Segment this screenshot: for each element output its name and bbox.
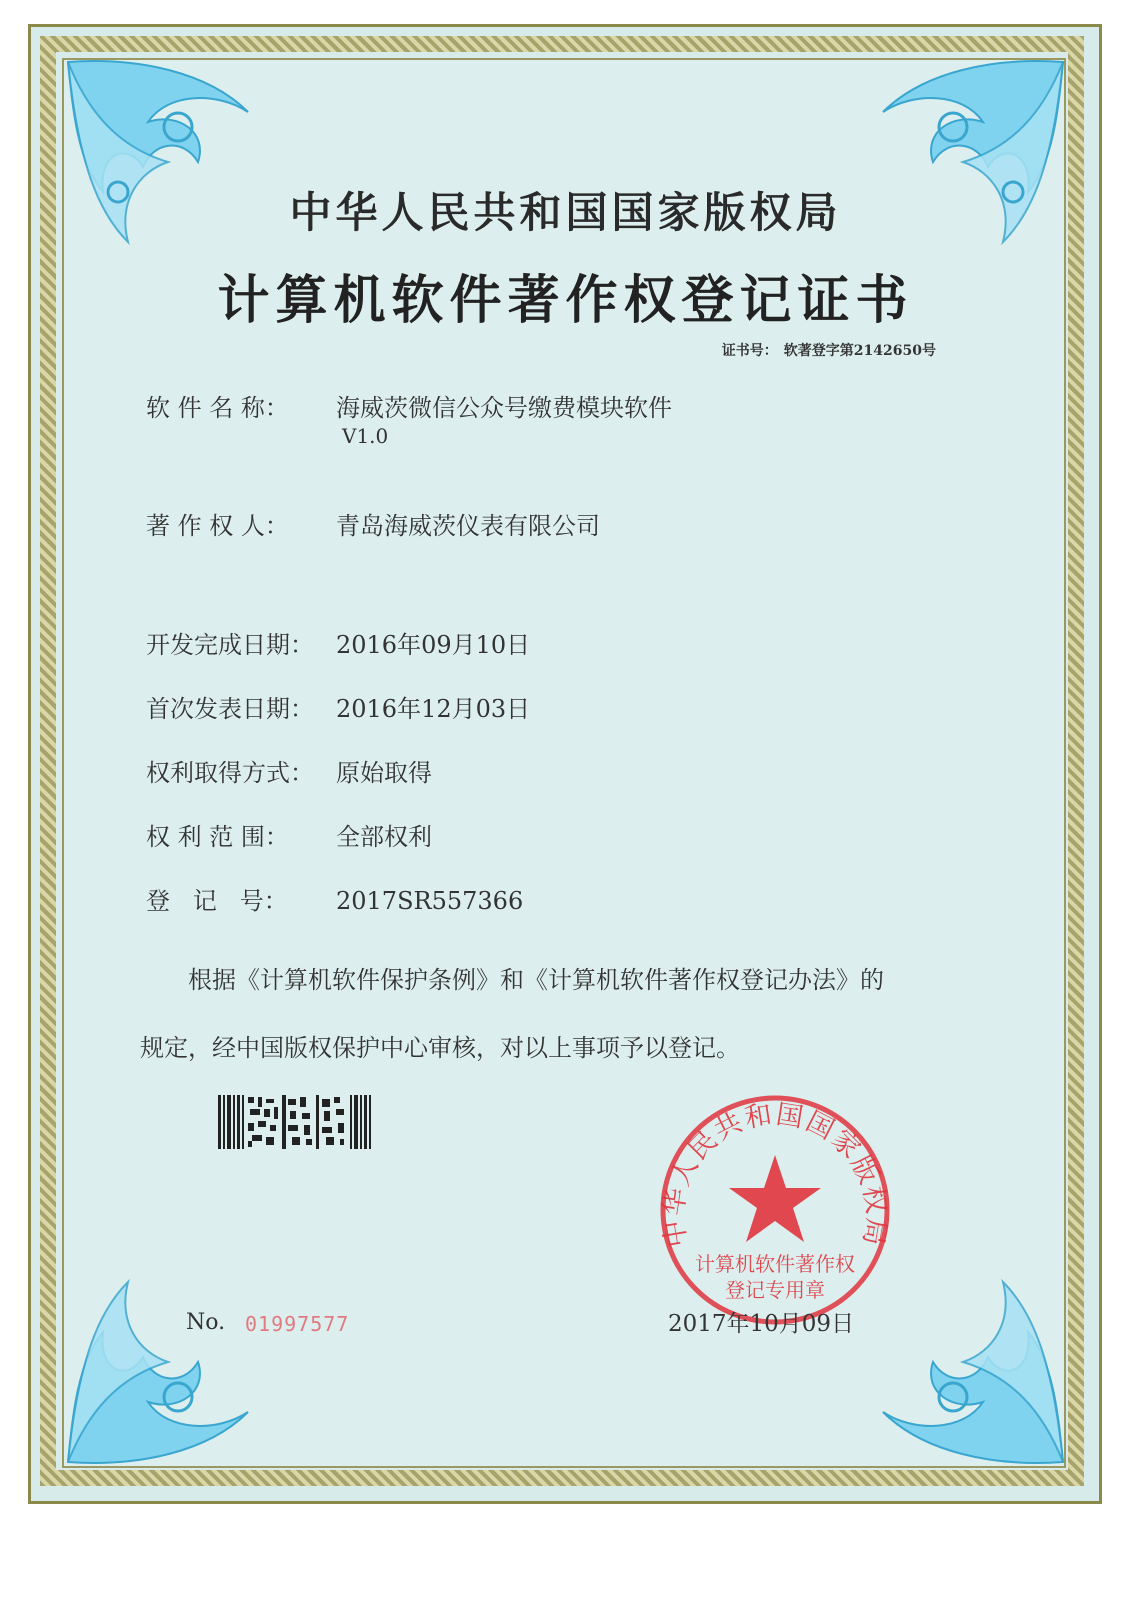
acquisition-row [146,753,432,788]
registration-number-value: 2017SR557366 [336,887,524,915]
software-name-label: 软 件 名 称： [146,394,289,422]
svg-text:计算机软件著作权: 计算机软件著作权 [695,1252,855,1276]
completion-date-label: 开发完成日期： [146,631,314,659]
serial-number-value: 01997577 [245,1312,350,1336]
publication-date-label: 首次发表日期： [146,695,314,723]
owner-row [146,506,600,541]
certificate-number-value: 软著登字第2142650号 [783,343,936,359]
corner-ornament-icon [843,52,1073,282]
acquisition-label: 权利取得方式： [146,759,314,787]
serial-number-label: No. [186,1310,226,1335]
statement-line-1: 根据《计算机软件保护条例》和《计算机软件著作权登记办法》的 [188,966,884,994]
official-seal-stamp [650,1085,900,1335]
acquisition-value: 原始取得 [336,759,432,787]
owner-value: 青岛海威茨仪表有限公司 [336,512,600,540]
certificate-number-label: 证书号： [721,343,778,359]
certificate-title: 计算机软件著作权登记证书 [217,270,914,331]
completion-date-row [146,625,530,660]
scope-label: 权 利 范 围： [146,823,289,851]
issue-date: 2017年10月09日 [668,1311,855,1337]
barcode-icon [218,1095,373,1149]
scope-value: 全部权利 [336,823,432,851]
registration-number-label: 登 记 号： [146,887,288,915]
svg-text:中华人民共和国国家版权局: 中华人民共和国国家版权局 [658,1099,892,1250]
certificate-number [716,340,936,360]
software-name-row [146,388,672,423]
owner-label: 著 作 权 人： [146,512,289,540]
scope-row [146,817,432,852]
svg-text:登记专用章: 登记专用章 [725,1278,825,1302]
corner-ornament-icon [58,52,288,282]
registration-number-row [146,881,523,916]
completion-date-value: 2016年09月10日 [336,631,531,659]
issuing-authority-title: 中华人民共和国国家版权局 [289,188,842,237]
publication-date-row [146,689,530,724]
corner-ornament-icon [58,1242,288,1472]
publication-date-value: 2016年12月03日 [336,695,531,723]
software-name-value: 海威茨微信公众号缴费模块软件 [336,394,672,422]
software-version: V1.0 [342,424,389,448]
statement-line-2: 规定，经中国版权保护中心审核，对以上事项予以登记。 [140,1034,740,1062]
